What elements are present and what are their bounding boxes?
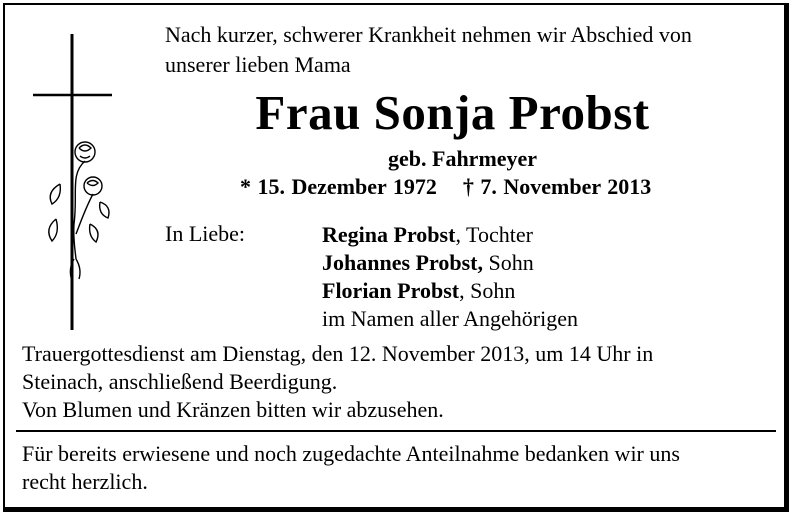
mourner-name: Regina Probst	[322, 222, 456, 247]
service-line: Trauergottesdienst am Dienstag, den 12. November 2013, um 14 Uhr in	[22, 341, 654, 366]
death-date: † 7. November 2013	[462, 174, 652, 199]
mourners-label: In Liebe:	[165, 221, 246, 246]
intro-line: Nach kurzer, schwerer Krankheit nehmen wir Abschied von	[165, 22, 692, 47]
birth-date: * 15. Dezember 1972	[240, 174, 437, 199]
mourner-relation: , Tochter	[455, 222, 533, 247]
mourner-entry	[322, 277, 578, 305]
mourner-relation: , Sohn	[459, 278, 516, 303]
cross-with-roses-icon	[30, 34, 120, 330]
intro-text	[165, 20, 765, 80]
mourner-name: Florian Probst	[322, 278, 460, 303]
thanks-text	[22, 440, 680, 496]
mourner-entry	[322, 221, 578, 249]
mourners-list	[322, 221, 578, 333]
thanks-line: Für bereits erwiesene und noch zugedachte Anteilnahme bedanken wir uns	[22, 441, 680, 466]
life-dates	[240, 174, 651, 200]
thanks-line: recht herzlich.	[22, 469, 148, 494]
service-line: Von Blumen und Kränzen bitten wir abzusehen.	[22, 397, 444, 422]
service-info	[22, 340, 653, 424]
intro-line: unserer lieben Mama	[165, 52, 351, 77]
mourners-closing: im Namen aller Angehörigen	[322, 306, 578, 331]
mourner-relation: Sohn	[482, 250, 534, 275]
mourner-entry	[322, 249, 578, 277]
section-divider	[16, 430, 776, 432]
birth-name: geb. Fahrmeyer	[388, 146, 538, 171]
service-line: Steinach, anschließend Beerdigung.	[22, 369, 338, 394]
mourner-name: Johannes Probst,	[322, 250, 483, 275]
deceased-name: Frau Sonja Probst	[255, 85, 650, 140]
